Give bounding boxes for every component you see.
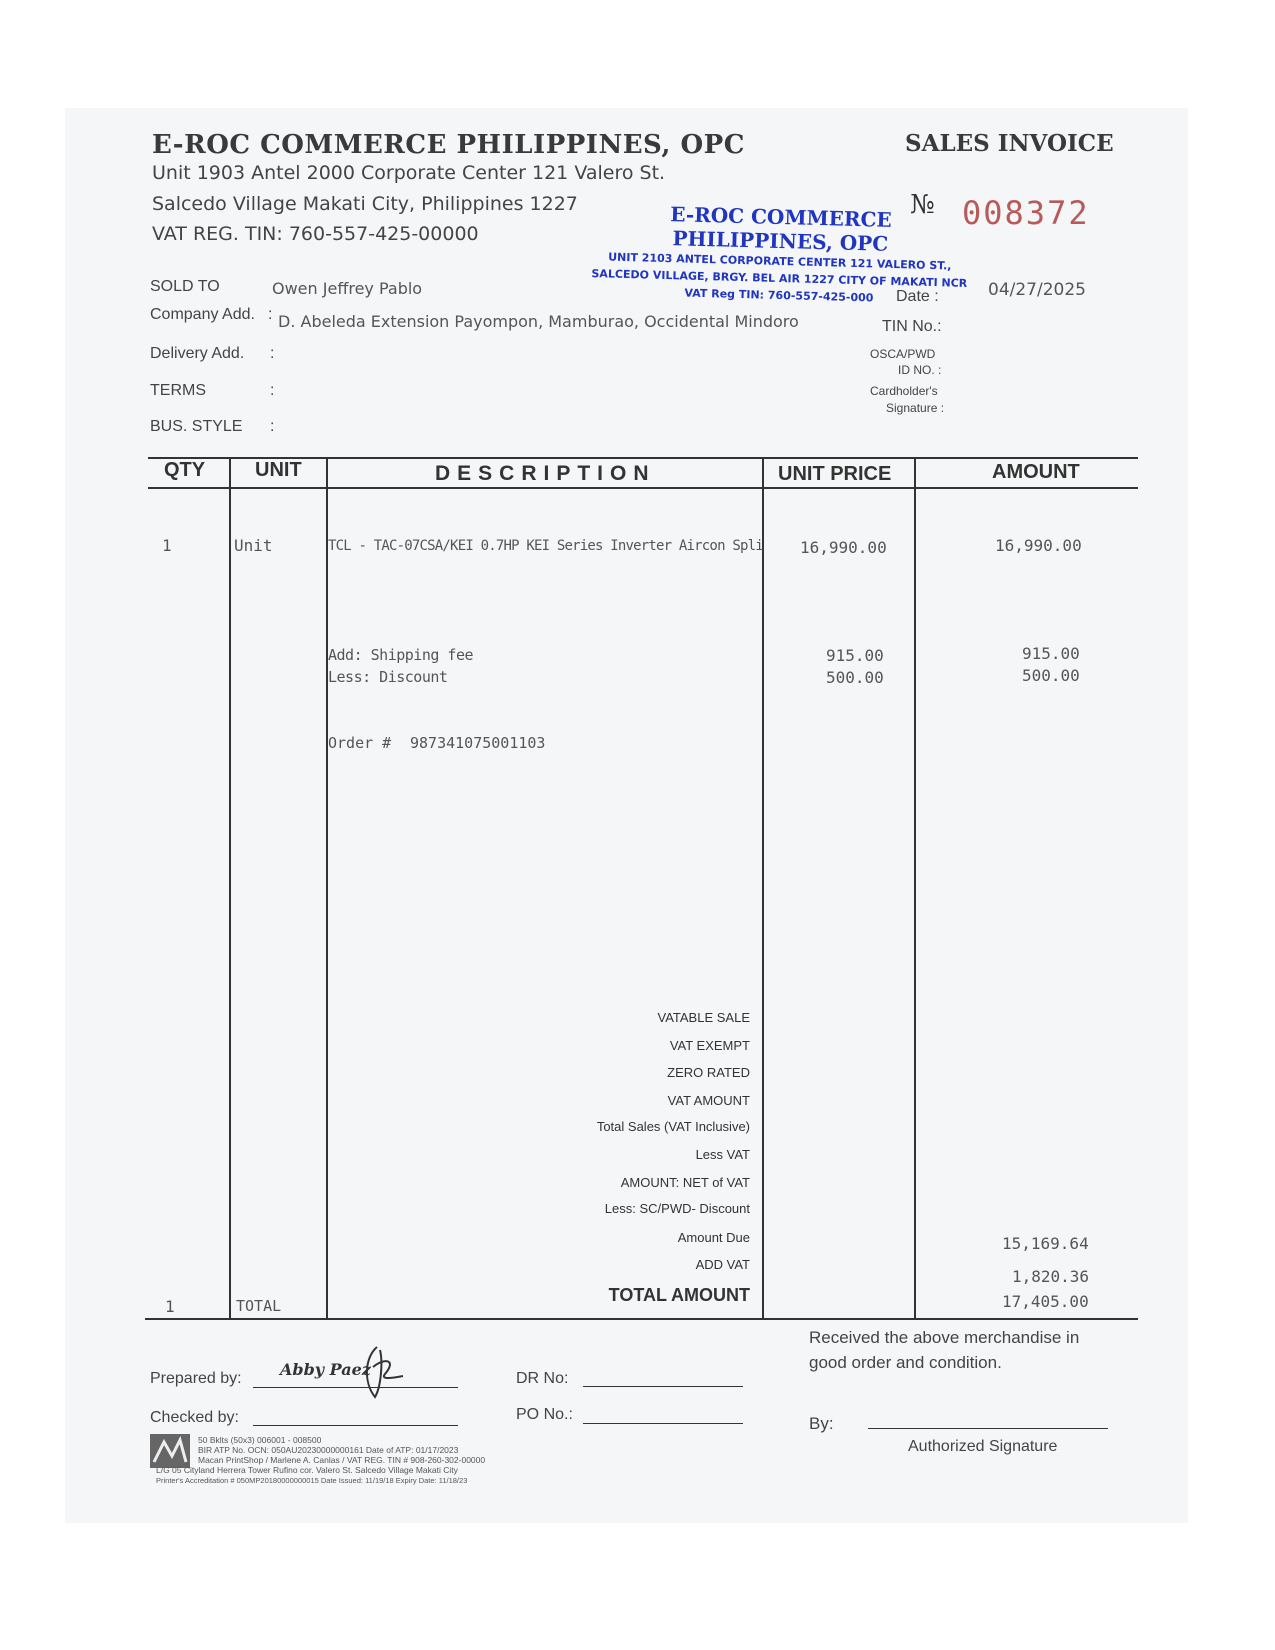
document-title: SALES INVOICE xyxy=(905,130,1114,157)
shipping-unit-price: 915.00 xyxy=(826,646,884,665)
colon: : xyxy=(270,382,275,399)
company-add-value: D. Abeleda Extension Payompon, Mamburao, Occidental Mindoro xyxy=(278,312,799,331)
order-number: 987341075001103 xyxy=(410,734,546,752)
prepared-by-label: Prepared by: xyxy=(150,1370,242,1387)
header-amount: AMOUNT xyxy=(992,461,1080,483)
authorized-signature-line xyxy=(868,1428,1108,1429)
amount-due-label: Amount Due xyxy=(677,1230,750,1245)
printer-info-line4: L/G 05 Cityland Herrera Tower Rufino cor. Valero St. Salcedo Village Makati City xyxy=(156,1465,458,1475)
header-unit: UNIT xyxy=(255,459,302,481)
dr-no-label: DR No: xyxy=(516,1370,569,1387)
less-vat-label: Less VAT xyxy=(695,1147,750,1162)
total-sales-label: Total Sales (VAT Inclusive) xyxy=(596,1119,750,1134)
cardholder-signature-label: Signature : xyxy=(886,401,945,415)
signature-scribble xyxy=(355,1342,405,1402)
column-divider-unit xyxy=(326,457,328,1319)
printer-info-line5: Printer's Accreditation # 050MP20180000000015 Date Issued: 11/19/18 Expiry Date: 11/18/23 xyxy=(156,1476,468,1485)
header-qty: QTY xyxy=(164,459,206,481)
sold-to-label: SOLD TO xyxy=(150,278,220,295)
prepared-signature: Abby Paez xyxy=(280,1360,371,1379)
printer-logo-icon xyxy=(150,1434,190,1468)
colon: : xyxy=(270,345,275,362)
total-label: TOTAL xyxy=(236,1297,282,1315)
received-text-line2: good order and condition. xyxy=(809,1353,1002,1372)
sold-to-value: Owen Jeffrey Pablo xyxy=(272,279,423,298)
total-amount-label: TOTAL AMOUNT xyxy=(608,1285,750,1305)
company-address-line2: Salcedo Village Makati City, Philippines 1227 xyxy=(152,193,578,215)
amount-due-value: 15,169.64 xyxy=(1002,1234,1089,1253)
amount-net-label: AMOUNT: NET of VAT xyxy=(620,1175,750,1190)
received-text-line1: Received the above merchandise in xyxy=(809,1328,1080,1347)
item-amount: 16,990.00 xyxy=(995,536,1082,555)
stamp-line1: E-ROC COMMERCE PHILIPPINES, OPC xyxy=(669,202,892,256)
column-divider-description xyxy=(762,457,764,1319)
printer-info-line2: BIR ATP No. OCN: 050AU20230000000161 Date of ATP: 01/17/2023 xyxy=(198,1445,459,1455)
company-add-label: Company Add. xyxy=(150,306,255,323)
discount-amount: 500.00 xyxy=(1022,666,1080,685)
cardholder-label: Cardholder's xyxy=(870,384,938,398)
tin-label: TIN No.: xyxy=(882,318,942,335)
discount-unit-price: 500.00 xyxy=(826,668,884,687)
checked-by-line xyxy=(253,1425,458,1426)
table-header-border xyxy=(148,487,1138,489)
item-description: TCL - TAC-07CSA/KEI 0.7HP KEI Series Inverter Aircon Spli xyxy=(328,538,763,554)
item-unit-price: 16,990.00 xyxy=(800,538,887,557)
shipping-amount: 915.00 xyxy=(1022,644,1080,663)
printer-info-line3: Macan PrintShop / Marlene A. Canlas / VAT REG. TIN # 908-260-302-00000 xyxy=(198,1455,486,1465)
item-unit: Unit xyxy=(234,536,273,555)
header-unit-price: UNIT PRICE xyxy=(778,463,892,485)
vatable-sale-label: VATABLE SALE xyxy=(657,1010,750,1025)
stamp-line4: VAT Reg TIN: 760-557-425-000 xyxy=(684,286,874,305)
invoice-number: 008372 xyxy=(962,194,1090,232)
delivery-add-label: Delivery Add. xyxy=(150,345,245,362)
shipping-description: Add: Shipping fee xyxy=(328,646,474,664)
stamp-line2: UNIT 2103 ANTEL CORPORATE CENTER 121 VALERO ST., xyxy=(608,250,952,273)
column-divider-unit-price xyxy=(914,457,916,1319)
osca-id-label: ID NO. : xyxy=(898,363,942,377)
stamp-line3: SALCEDO VILLAGE, BRGY. BEL AIR 1227 CITY OF MAKATI NCR xyxy=(591,267,968,290)
invoice-number-label: № xyxy=(910,190,935,220)
colon: : xyxy=(268,306,273,323)
less-sc-pwd-label: Less: SC/PWD- Discount xyxy=(604,1201,750,1216)
printer-info-line1: 50 Bklts (50x3) 006001 - 008500 xyxy=(198,1435,322,1445)
authorized-signature-label: Authorized Signature xyxy=(908,1438,1058,1455)
total-qty: 1 xyxy=(165,1297,175,1316)
item-qty: 1 xyxy=(162,536,172,555)
add-vat-value: 1,820.36 xyxy=(1012,1267,1090,1286)
company-tin: VAT REG. TIN: 760-557-425-00000 xyxy=(152,223,479,245)
order-label: Order # xyxy=(328,734,392,752)
colon: : xyxy=(270,418,275,435)
by-label: By: xyxy=(809,1414,834,1433)
add-vat-label: ADD VAT xyxy=(695,1257,750,1272)
vat-amount-label: VAT AMOUNT xyxy=(667,1093,750,1108)
terms-label: TERMS xyxy=(150,382,206,399)
dr-no-line xyxy=(583,1386,743,1387)
vat-exempt-label: VAT EXEMPT xyxy=(669,1038,750,1053)
bus-style-label: BUS. STYLE xyxy=(150,418,243,435)
zero-rated-label: ZERO RATED xyxy=(667,1065,750,1080)
po-no-line xyxy=(583,1423,743,1424)
date-label: Date : xyxy=(896,288,939,305)
po-no-label: PO No.: xyxy=(516,1406,573,1423)
discount-description: Less: Discount xyxy=(328,668,448,686)
column-divider-qty xyxy=(229,457,231,1319)
table-bottom-border xyxy=(145,1318,1138,1320)
total-amount-value: 17,405.00 xyxy=(1002,1292,1089,1311)
company-name: E-ROC COMMERCE PHILIPPINES, OPC xyxy=(152,130,745,160)
checked-by-label: Checked by: xyxy=(150,1409,239,1426)
osca-label: OSCA/PWD xyxy=(870,347,936,361)
date-value: 04/27/2025 xyxy=(988,280,1086,300)
company-address-line1: Unit 1903 Antel 2000 Corporate Center 121 Valero St. xyxy=(152,162,666,184)
header-description: DESCRIPTION xyxy=(435,462,656,485)
